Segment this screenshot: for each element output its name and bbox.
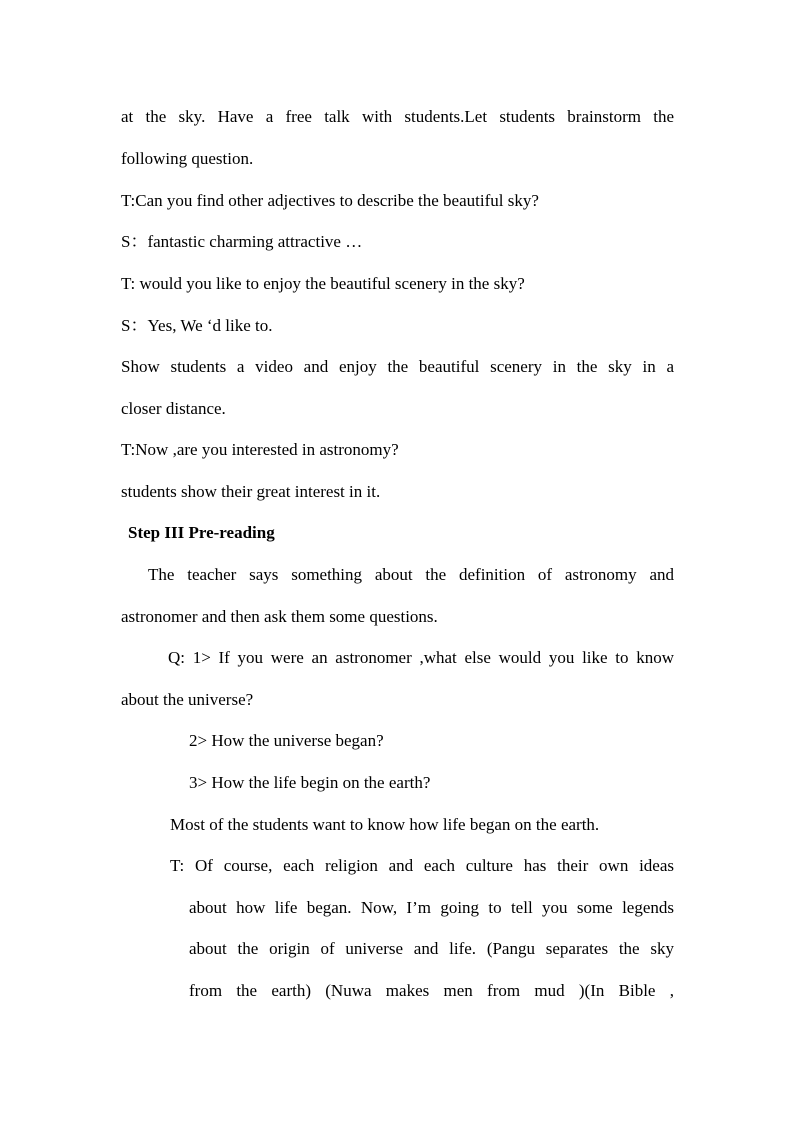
text-line: T: Of course, each religion and each culture has their own ideas [170, 856, 674, 875]
text-line: The teacher says something about the definition of astronomy and [148, 565, 674, 584]
text-line: at the sky. Have a free talk with students.Let students brainstorm the [121, 107, 674, 126]
text-line: S：Yes, We ‘d like to. [121, 316, 273, 335]
text-line: T:Now ,are you interested in astronomy? [121, 440, 399, 459]
text-line: students show their great interest in it. [121, 482, 381, 501]
text-line: S：fantastic charming attractive … [121, 232, 363, 251]
text-line: about the universe? [121, 690, 254, 709]
section-heading: Step III Pre-reading [128, 523, 275, 542]
text-line: T:Can you find other adjectives to describe the beautiful sky? [121, 191, 539, 210]
text-line: about how life began. Now, I’m going to tell you some legends [189, 898, 674, 917]
text-line: astronomer and then ask them some questions. [121, 607, 438, 626]
text-line: T: would you like to enjoy the beautiful scenery in the sky? [121, 274, 525, 293]
text-line: Show students a video and enjoy the beautiful scenery in the sky in a [121, 357, 674, 376]
text-line: from the earth) (Nuwa makes men from mud )(In Bible , [189, 981, 674, 1000]
text-line: about the origin of universe and life. (Pangu separates the sky [189, 939, 674, 958]
text-line: Q: 1> If you were an astronomer ,what else would you like to know [168, 648, 674, 667]
text-line: following question. [121, 149, 254, 168]
text-line: 2> How the universe began? [189, 731, 384, 750]
text-line: 3> How the life begin on the earth? [189, 773, 431, 792]
text-line: Most of the students want to know how life began on the earth. [170, 815, 600, 834]
text-line: closer distance. [121, 399, 226, 418]
